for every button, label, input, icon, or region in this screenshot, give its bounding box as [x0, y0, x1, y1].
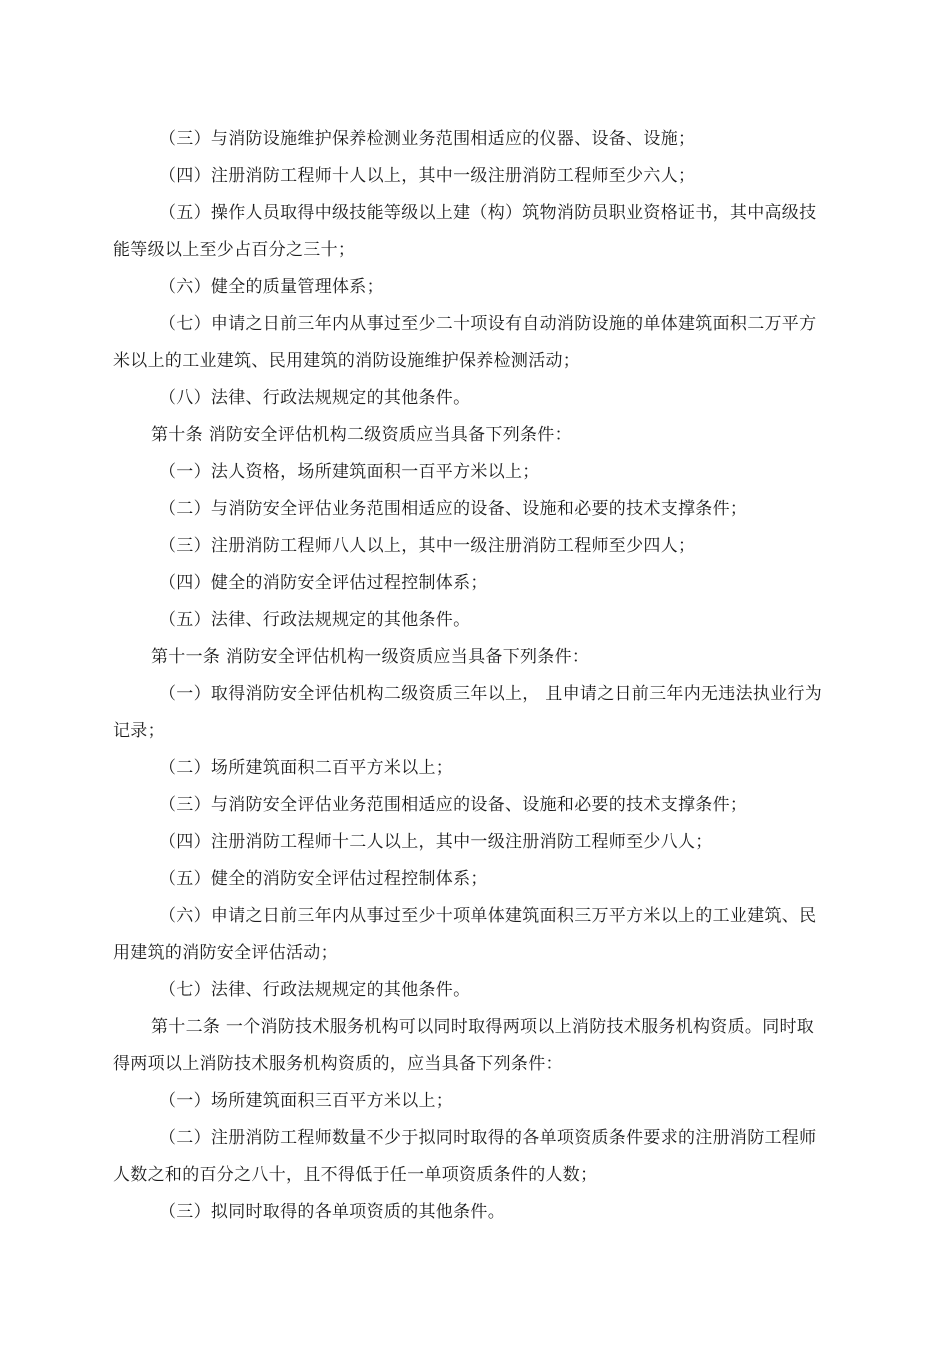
paragraph-item: （八）法律、行政法规规定的其他条件。 [159, 388, 471, 408]
paragraph-item: （四）注册消防工程师十人以上，其中一级注册消防工程师至少六人； [159, 166, 696, 186]
paragraph-item: （二）与消防安全评估业务范围相适应的设备、设施和必要的技术支撑条件； [159, 499, 748, 519]
paragraph-item: （三）拟同时取得的各单项资质的其他条件。 [159, 1202, 505, 1222]
document-body [113, 121, 825, 1231]
paragraph-item: （一）取得消防安全评估机构二级资质三年以上， 且申请之日前三年内无违法执业行为记录； [113, 684, 823, 741]
paragraph-item: （一）法人资格，场所建筑面积一百平方米以上； [159, 462, 540, 482]
paragraph-item: （五）健全的消防安全评估过程控制体系； [159, 869, 488, 889]
paragraph-item: （三）与消防设施维护保养检测业务范围相适应的仪器、设备、设施； [159, 129, 696, 149]
article-heading: 第十一条 消防安全评估机构一级资质应当具备下列条件： [151, 647, 590, 667]
paragraph-item: （五）法律、行政法规规定的其他条件。 [159, 610, 471, 630]
paragraph-item: （四）健全的消防安全评估过程控制体系； [159, 573, 488, 593]
paragraph-item: （一）场所建筑面积三百平方米以上； [159, 1091, 454, 1111]
paragraph-item: （二）场所建筑面积二百平方米以上； [159, 758, 454, 778]
article-heading: 第十条 消防安全评估机构二级资质应当具备下列条件： [151, 425, 572, 445]
paragraph-item: （五）操作人员取得中级技能等级以上建（构）筑物消防员职业资格证书，其中高级技能等级以上至少占百分之三十； [113, 203, 817, 260]
article-heading: 第十二条 一个消防技术服务机构可以同时取得两项以上消防技术服务机构资质。同时取得两项以上消防技术服务机构资质的，应当具备下列条件： [113, 1017, 815, 1074]
paragraph-item: （六）申请之日前三年内从事过至少十项单体建筑面积三万平方米以上的工业建筑、民用建筑的消防安全评估活动； [113, 906, 817, 963]
paragraph-item: （四）注册消防工程师十二人以上，其中一级注册消防工程师至少八人； [159, 832, 713, 852]
paragraph-item: （六）健全的质量管理体系； [159, 277, 384, 297]
paragraph-item: （七）申请之日前三年内从事过至少二十项设有自动消防设施的单体建筑面积二万平方米以上的工业建筑、民用建筑的消防设施维护保养检测活动； [113, 314, 817, 371]
paragraph-item: （七）法律、行政法规规定的其他条件。 [159, 980, 471, 1000]
paragraph-item: （三）与消防安全评估业务范围相适应的设备、设施和必要的技术支撑条件； [159, 795, 748, 815]
paragraph-item: （二）注册消防工程师数量不少于拟同时取得的各单项资质条件要求的注册消防工程师人数之和的百分之八十，且不得低于任一单项资质条件的人数； [113, 1128, 817, 1185]
paragraph-item: （三）注册消防工程师八人以上，其中一级注册消防工程师至少四人； [159, 536, 696, 556]
